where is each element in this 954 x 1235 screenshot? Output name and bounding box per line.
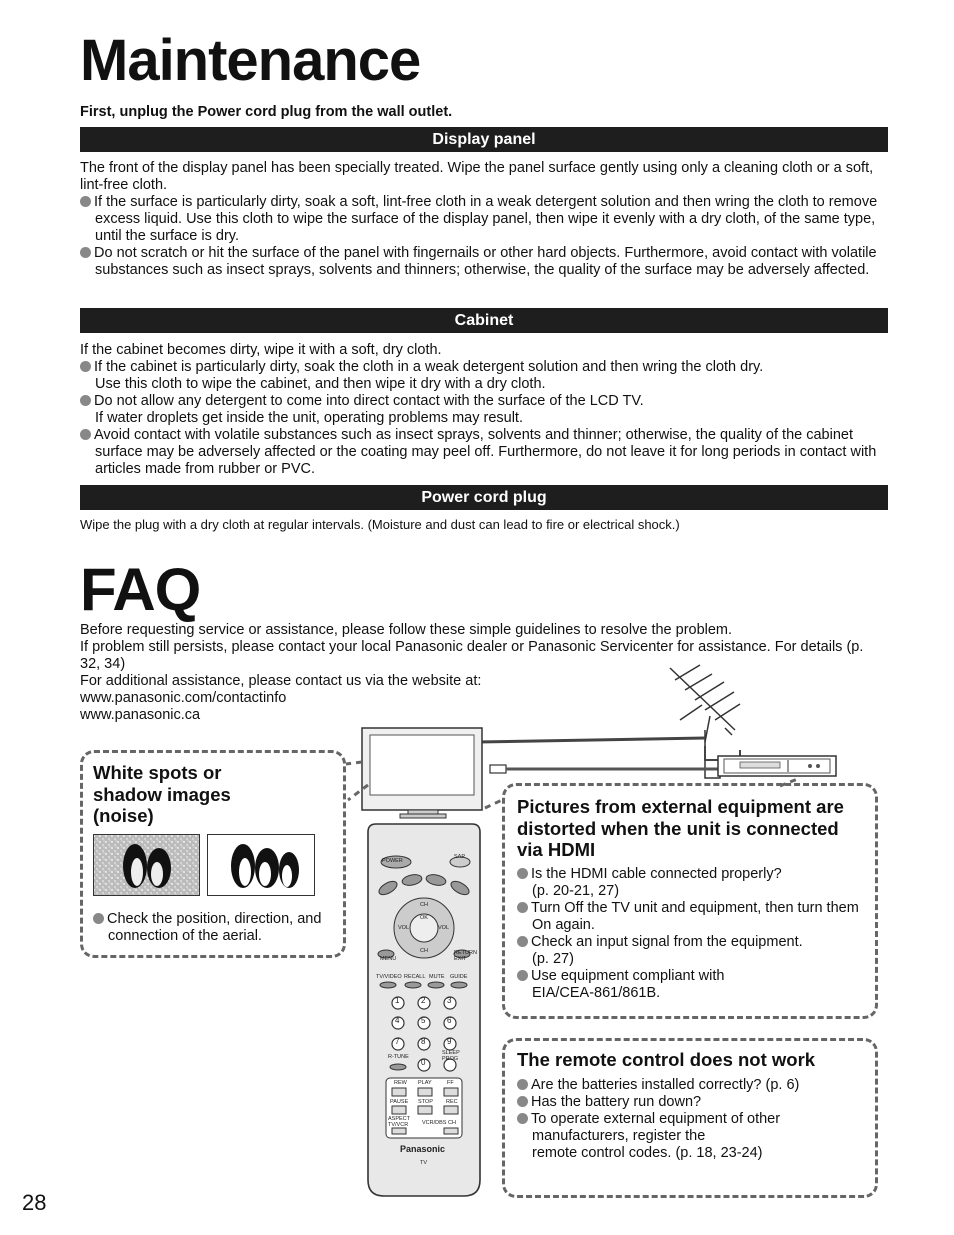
display-panel-heading: Display panel <box>80 127 888 152</box>
antenna-icon <box>670 665 740 760</box>
cabinet-bullet: Do not allow any detergent to come into direct contact with the surface of the LCD TV. If water droplets get inside the unit, operating problems may result. <box>80 393 890 427</box>
cabinet-text: If the cabinet becomes dirty, wipe it with a soft, dry cloth. <box>80 342 442 358</box>
noise-comparison-images <box>93 834 315 896</box>
faq-noise-bullet: Check the position, direction, and connection of the aerial. <box>93 911 333 945</box>
bullet-dot <box>80 196 91 207</box>
contact-link-us: www.panasonic.com/contactinfo <box>80 690 287 706</box>
faq-title: FAQ <box>80 556 201 623</box>
cabinet-bullet: Avoid contact with volatile substances such as insect sprays, solvents and thinner; otherwise, the quality of the cabinet surface may be adversely affected or the coating may peel off. Furthermore, do not leave it for long periods in contact with articles made from rubber or PVC. <box>80 427 890 478</box>
maintenance-title: Maintenance <box>80 28 421 93</box>
faq-remote-title: The remote control does not work <box>517 1049 816 1070</box>
vcr-icon <box>718 756 836 776</box>
noisy-image-icon <box>94 835 200 896</box>
cabinet-heading: Cabinet <box>80 308 888 333</box>
remote-brand: Panasonic <box>400 1144 446 1154</box>
contact-link-ca: www.panasonic.ca <box>80 707 201 723</box>
clear-image-icon <box>208 835 315 896</box>
display-panel-bullet: If the surface is particularly dirty, soak a soft, lint-free cloth in a weak detergent solution and then wring the cloth to remove excess liquid. Use this cloth to wipe the surface of the display panel, then wipe it evenly with a dry cloth, of the same type, until the surface is dry. <box>80 194 890 245</box>
faq-remote-bullets: Are the batteries installed correctly? (p. 6) Has the battery run down? To operate external equipment of other manufacturers, register the remote control codes. (p. 18, 23-24) <box>517 1077 862 1162</box>
tv-icon <box>362 728 482 818</box>
remote-labels: POWER SAP CH OK VOL VOL CH MENU RETURN EXIT TV/VIDEO RECALL MUTE GUIDE 1 2 3 4 5 6 7 8 9 R-TUNE 0 SLEEP PROG REW PLAY FF PAUSE STOP REC ASPECT TV/VCR VCR/DBS CH Panasonic TV <box>376 854 477 1166</box>
page-number: 28 <box>22 1190 47 1215</box>
faq-hdmi-bullets: Is the HDMI cable connected properly? (p. 20-21, 27) Turn Off the TV unit and equipment, then turn them On again. Check an input signal from the equipment. (p. 27) Use equipment compliant with EIA/CEA-861/861B. <box>517 866 862 1002</box>
power-cord-heading: Power cord plug <box>80 485 888 510</box>
cabinet-bullet: If the cabinet is particularly dirty, soak the cloth in a weak detergent solution and then wring the cloth dry. Use this cloth to wipe the cabinet, and then wipe it dry with a dry cloth. <box>80 359 890 393</box>
power-cord-text: Wipe the plug with a dry cloth at regular intervals. (Moisture and dust can lead to fire or electrical shock.) <box>80 517 680 532</box>
faq-hdmi-title: Pictures from external equipment are distorted when the unit is connected via HDMI <box>517 796 844 860</box>
display-panel-bullet: Do not scratch or hit the surface of the panel with fingernails or other hard objects. Furthermore, avoid contact with volatile substances such as insect sprays, solvents and thinners; otherwise, the quality of the surface may be adversely affected. <box>80 245 890 279</box>
faq-noise-title: White spots or shadow images (noise) <box>93 762 231 826</box>
bullet-dot <box>80 247 91 258</box>
faq-intro: Before requesting service or assistance, please follow these simple guidelines to resolve the problem. If problem still persists, please contact your local Panasonic dealer or Panasonic Servicenter for assistance. For details (p. 32, 34) For additional assistance, please contact us via the website at: www.panasonic.com/contactinfo www.panasonic.ca <box>80 622 870 724</box>
maintenance-intro: First, unplug the Power cord plug from the wall outlet. <box>80 104 453 120</box>
display-panel-section <box>80 160 890 279</box>
display-panel-text: The front of the display panel has been specially treated. Wipe the panel surface gently using only a cleaning cloth or a soft, lint-free cloth. <box>80 160 874 193</box>
cabinet-section <box>80 342 890 478</box>
